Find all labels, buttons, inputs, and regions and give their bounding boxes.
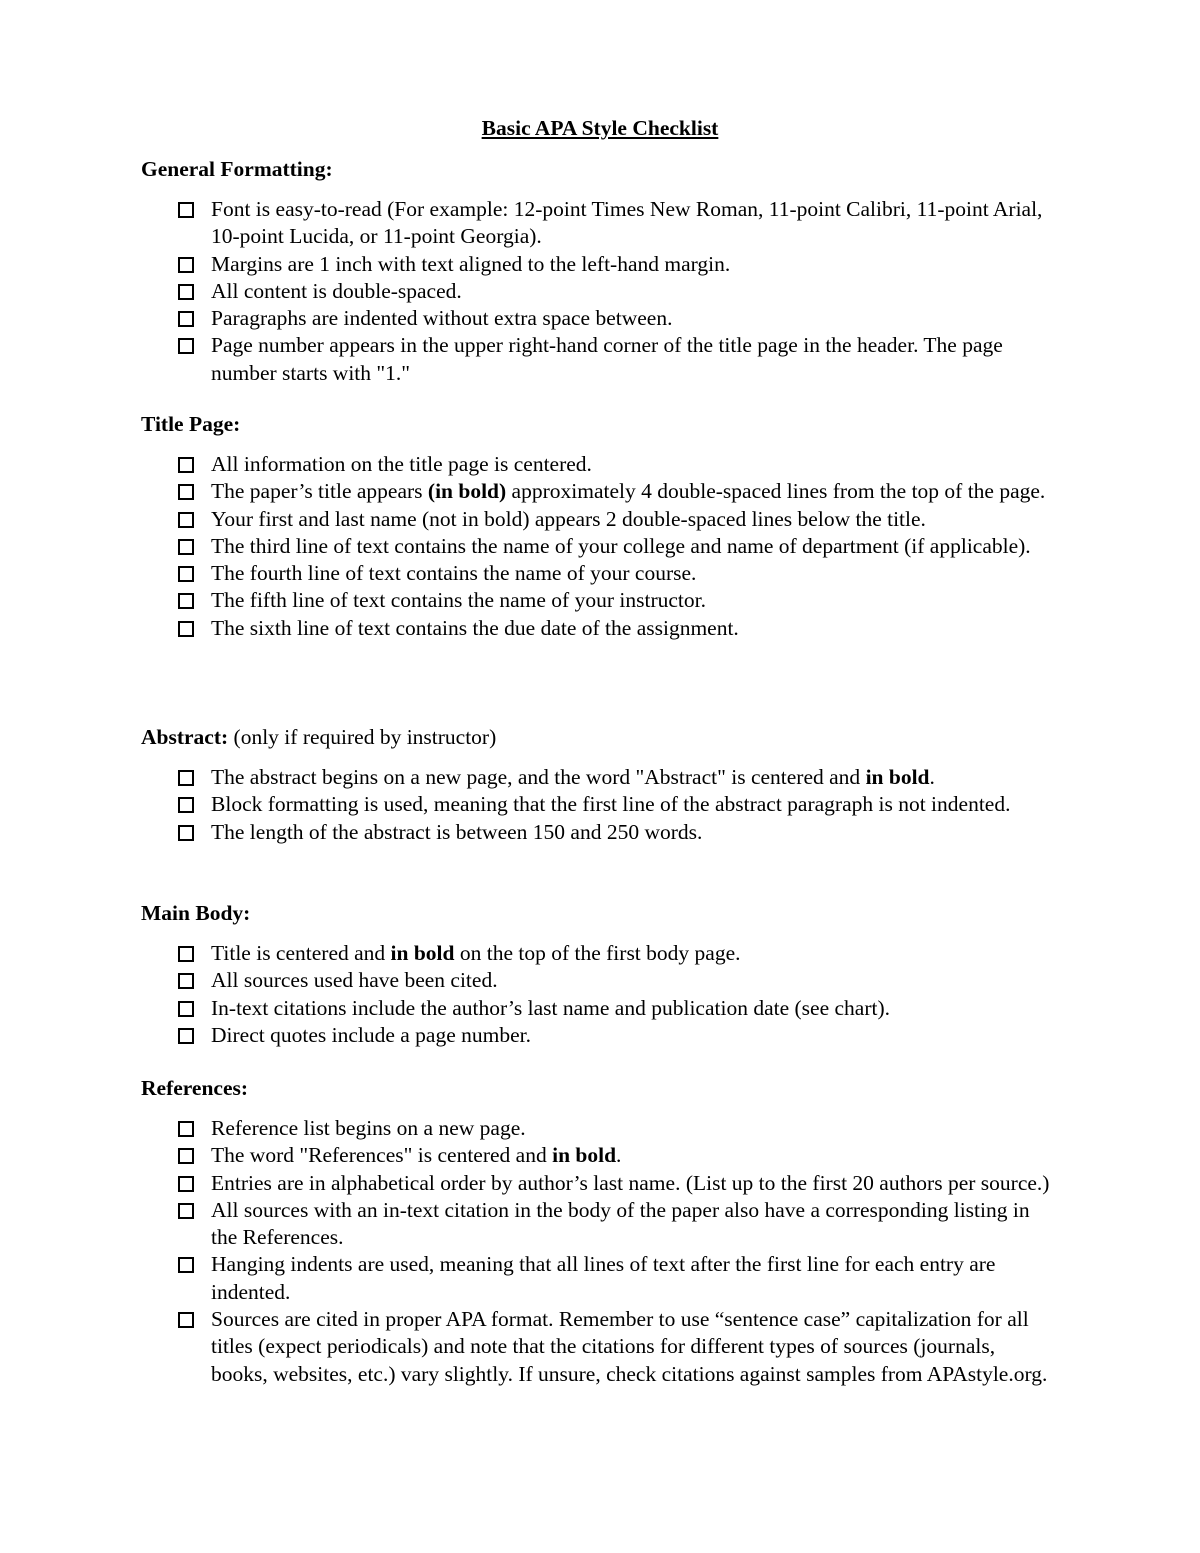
checklist-item [141, 533, 1051, 560]
checklist-item-text: All information on the title page is centered. [211, 452, 592, 476]
section-heading [141, 156, 1081, 183]
section-heading-label: References: [141, 1076, 249, 1100]
checkbox-icon[interactable] [178, 593, 194, 609]
checklist-item [141, 196, 1051, 251]
checklist [141, 764, 1081, 846]
checklist-item-text: All sources with an in-text citation in the body of the paper also have a corresponding listing in the References. [211, 1197, 1030, 1250]
checklist-item [141, 764, 1051, 791]
checklist-item-text: The fifth line of text contains the name of your instructor. [211, 588, 706, 613]
checklist-item-text: The third line of text contains the name of your college and name of department (if applicable). [211, 533, 1031, 558]
checkbox-icon[interactable] [178, 512, 194, 528]
checklist-item [141, 1251, 1051, 1306]
section-abstract [141, 724, 1081, 846]
checklist-item [141, 560, 1051, 587]
checklist-item [141, 819, 1051, 846]
checklist-item-text: . [616, 1143, 622, 1168]
checklist-item [141, 506, 1051, 533]
checklist-item-text: The fourth line of text contains the name of your course. [211, 561, 697, 586]
checkbox-icon[interactable] [178, 257, 194, 273]
checklist-item-text: Sources are cited in proper APA format. Remember to use “sentence case” capitalization for all titles (expect periodicals) and note that the citations for different types of sources (journals, books, websites, etc.) vary slightly. If unsure, check citations against samples from APAstyle.org. [211, 1307, 1048, 1386]
checklist-item [141, 791, 1051, 818]
checklist [141, 940, 1081, 1049]
checklist-item-text: All content is double-spaced. [211, 278, 462, 303]
checklist-item-text: Font is easy-to-read (For example: 12-point Times New Roman, 11-point Calibri, 11-point Arial, 10-point Lucida, or 11-point Georgia). [211, 197, 1043, 249]
section-heading [141, 724, 1081, 751]
checklist-item [141, 995, 1051, 1022]
section-heading [141, 411, 1081, 438]
checkbox-icon[interactable] [178, 566, 194, 582]
section-heading-note: (only if required by instructor) [228, 725, 497, 749]
checklist-item-bold-text: in bold [865, 765, 930, 789]
checklist-item-text: Reference list begins on a new page. [211, 1116, 526, 1140]
checkbox-icon[interactable] [178, 770, 194, 786]
checkbox-icon[interactable] [178, 1257, 194, 1273]
checkbox-icon[interactable] [178, 1028, 194, 1044]
checklist-item [141, 305, 1051, 332]
checkbox-icon[interactable] [178, 1203, 194, 1219]
checkbox-icon[interactable] [178, 1001, 194, 1017]
section-main-body [141, 900, 1081, 1049]
checkbox-icon[interactable] [178, 311, 194, 327]
checkbox-icon[interactable] [178, 1121, 194, 1137]
checklist-item-text: Direct quotes include a page number. [211, 1022, 532, 1047]
checkbox-icon[interactable] [178, 621, 194, 637]
checklist-item [141, 967, 1051, 994]
checklist-item [141, 478, 1051, 505]
checklist-item [141, 332, 1051, 387]
checklist-item-text: Margins are 1 inch with text aligned to the left-hand margin. [211, 251, 731, 276]
checklist-item-text: The sixth line of text contains the due date of the assignment. [211, 615, 739, 640]
checklist-item-text: The length of the abstract is between 150 and 250 words. [211, 819, 703, 844]
checkbox-icon[interactable] [178, 1312, 194, 1328]
section-references [141, 1075, 1081, 1388]
checkbox-icon[interactable] [178, 825, 194, 841]
checklist-item-text: The paper’s title appears [211, 479, 428, 504]
checklist [141, 1115, 1081, 1388]
checkbox-icon[interactable] [178, 484, 194, 500]
checklist-item-text: In-text citations include the author’s last name and publication date (see chart). [211, 995, 891, 1020]
section-title-page [141, 411, 1081, 642]
checklist [141, 196, 1081, 387]
section-heading-label: Abstract: [141, 725, 229, 749]
checklist-item-bold-text: (in bold) [427, 479, 507, 504]
section-heading-label: Main Body: [141, 901, 251, 925]
checklist-item-text: All sources used have been cited. [211, 968, 498, 993]
checklist-item-text: Paragraphs are indented without extra space between. [211, 306, 673, 331]
checklist-item-text: Block formatting is used, meaning that the first line of the abstract paragraph is not indented. [211, 792, 1011, 817]
checklist-item-text: The word "References" is centered and [211, 1143, 553, 1168]
checklist-item-text: Entries are in alphabetical order by author’s last name. (List up to the first 20 authors per source.) [211, 1170, 1050, 1195]
checklist [141, 451, 1081, 642]
checklist-item-text: Your first and last name (not in bold) appears 2 double-spaced lines below the title. [211, 506, 926, 531]
section-general-formatting [141, 156, 1081, 387]
checklist-item [141, 251, 1051, 278]
checklist-item-bold-text: in bold [552, 1143, 617, 1168]
checkbox-icon[interactable] [178, 284, 194, 300]
checkbox-icon[interactable] [178, 797, 194, 813]
checklist-item-text: The abstract begins on a new page, and the word "Abstract" is centered and [211, 765, 866, 789]
checkbox-icon[interactable] [178, 946, 194, 962]
checkbox-icon[interactable] [178, 338, 194, 354]
checklist-item-text: Title is centered and [211, 941, 391, 965]
checklist-item [141, 1022, 1051, 1049]
checklist-item [141, 587, 1051, 614]
section-heading [141, 900, 1081, 927]
checklist-item-text: on the top of the first body page. [454, 941, 741, 965]
checklist-item [141, 1197, 1051, 1252]
section-heading-label: Title Page: [141, 412, 241, 436]
checkbox-icon[interactable] [178, 202, 194, 218]
checklist-item-bold-text: in bold [390, 941, 455, 965]
checklist-item [141, 1306, 1051, 1388]
checklist-item [141, 451, 1051, 478]
document-title: Basic APA Style Checklist [481, 116, 719, 140]
checklist-item [141, 1115, 1051, 1142]
checklist-item [141, 1142, 1051, 1169]
checkbox-icon[interactable] [178, 539, 194, 555]
checklist-item-text: . [929, 765, 935, 789]
checkbox-icon[interactable] [178, 457, 194, 473]
checklist-item-text: Page number appears in the upper right-hand corner of the title page in the header. The page number starts with "1." [211, 333, 1003, 385]
checklist-item-text: approximately 4 double-spaced lines from the top of the page. [506, 479, 1046, 504]
section-heading-label: General Formatting: [141, 157, 333, 181]
checklist-item [141, 1170, 1051, 1197]
section-heading [141, 1075, 1081, 1102]
checkbox-icon[interactable] [178, 973, 194, 989]
checklist-item [141, 615, 1051, 642]
checklist-item [141, 940, 1051, 967]
checklist-item-text: Hanging indents are used, meaning that all lines of text after the first line for each entry are indented. [211, 1252, 996, 1304]
checklist-item [141, 278, 1051, 305]
checkbox-icon[interactable] [178, 1176, 194, 1192]
checkbox-icon[interactable] [178, 1148, 194, 1164]
